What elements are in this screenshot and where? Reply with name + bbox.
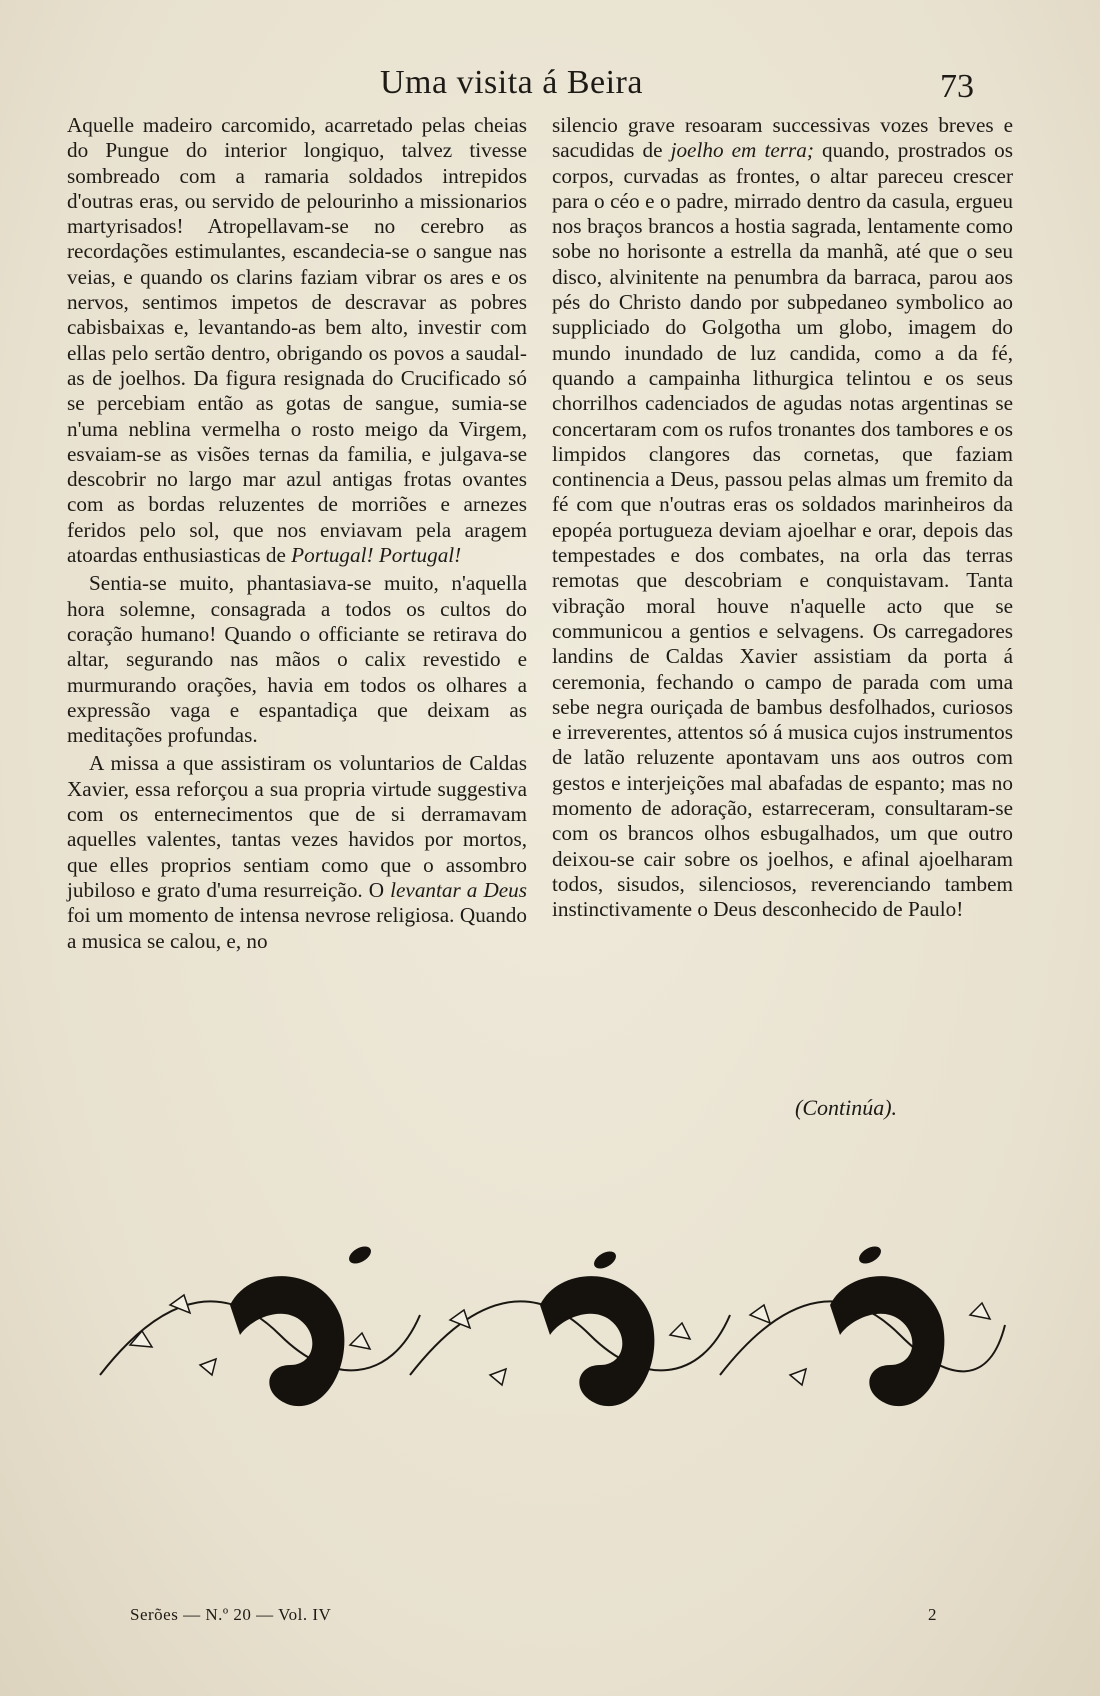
right-column [552, 113, 1013, 923]
signature-mark: 2 [928, 1605, 937, 1624]
paragraph: Sentia-se muito, phantasiava-se muito, n'aquella hora solemne, consagrada a todos os cultos do coração humano! Quando o officiante se retirava do altar, segurando nas mãos o calix revestido e murmurando orações, havia em todos os olhares a expressão vaga e espantadiça que deixam as meditações profundas. [67, 571, 527, 748]
paragraph-text: silencio grave resoaram successivas vozes breves e sacudidas de [552, 113, 1013, 163]
paragraph-text: foi um momento de intensa nevrose religiosa. Quando a musica se calou, e, no [67, 903, 527, 953]
serpent-vine-ornament-icon [90, 1225, 1010, 1435]
paragraph-text: Aquelle madeiro carcomido, acarretado pelas cheias do Pungue do interior longiquo, talvez tivesse sombreado com a ramaria soldados intrepidos d'outras eras, ou servido de pelourinho a missionarios martyrisados! Atropellavam-se no cerebro as recordações estimulantes, escandecia-se o sangue nas veias, e quando os clarins faziam vibrar os ares e os nervos, sentimos impetos de descravar as pobres cabisbaixas e, levantando-as bem alto, investir com ellas pelo sertão dentro, obrigando os povos a saudal-as de joelhos. Da figura resignada do Crucificado só se percebiam então as gotas de sangue, sumia-se n'uma neblina vermelha o rosto meigo da Virgem, esvaiam-se as visões ternas da familia, e julgava-se descobrir no largo mar azul antigas frotas ovantes com as bordas reluzentes de morriões e arnezes feridos pelo sol, que nos enviavam pela aragem atoardas enthusiasticas de [67, 113, 527, 568]
footer-publication: Serões — N.º 20 — Vol. IV [130, 1605, 332, 1624]
italic-text: levantar a Deus [390, 877, 527, 902]
left-column [67, 113, 527, 954]
paragraph [552, 113, 1013, 923]
page-number: 73 [940, 68, 974, 105]
paragraph-text: quando, prostrados os corpos, curvadas as frontes, o altar pareceu crescer para o céo e o padre, mirrado dentro da casula, ergueu nos braços brancos a hostia sagrada, lentamente como sobe no horisonte a estrella da manhã, até que o seu disco, alvinitente na penumbra da barraca, parou aos pés do Christo dando por subpedaneo symbolico ao suppliciado do Golgotha um globo, imagem do mundo inundado de luz candida, como a da fé, quando a campainha lithurgica telintou e os seus chorrilhos cadenciados de agudas notas argentinas se concertaram com os rufos tronantes dos tambores e os limpidos clangores das cornetas, que faziam continencia a Deus, passou pelas almas um fremito da fé com que n'outras eras os soldados marinheiros da epopéa portugueza deviam ajoelhar e orar, depois das tempestades e dos combates, na orla das terras remotas que descobriam e conquistavam. Tanta vibração moral houve n'aquelle acto que se communicou a gentios e selvagens. Os carregadores landins de Caldas Xavier assistiam da porta á ceremonia, fechando o campo de parada com uma sebe negra ouriçada de bambus desfolhados, curiosos e irreverentes, attentos só á musica cujos instrumentos de latão reluzente apontavam uns aos outros com gestos e interjeições mal abafadas de espanto; mas no momento de adoração, estarreceram, consultaram-se com os brancos olhos esbugalhados, um que outro deixou-se cair sobre os joelhos, e afinal ajoelharam todos, sisudos, silenciosos, reverenciando tambem instinctivamente o Deus desconhecido de Paulo! [552, 138, 1013, 922]
running-title: Uma visita á Beira [380, 64, 643, 101]
paragraph [67, 113, 527, 568]
continued-note: (Continúa). [795, 1095, 898, 1120]
italic-text: joelho em terra; [670, 138, 814, 163]
paragraph [67, 751, 527, 953]
italic-text: Portugal! Portugal! [291, 543, 462, 568]
paragraph-text: A missa a que assistiram os voluntarios de Caldas Xavier, essa reforçou a sua propria virtude suggestiva com os enternecimentos que de si derramavam aquelles valentes, tantas vezes havidos por mortos, que elles proprios sentiam como que o assombro jubiloso e grato d'uma resurreição. O [67, 751, 527, 902]
